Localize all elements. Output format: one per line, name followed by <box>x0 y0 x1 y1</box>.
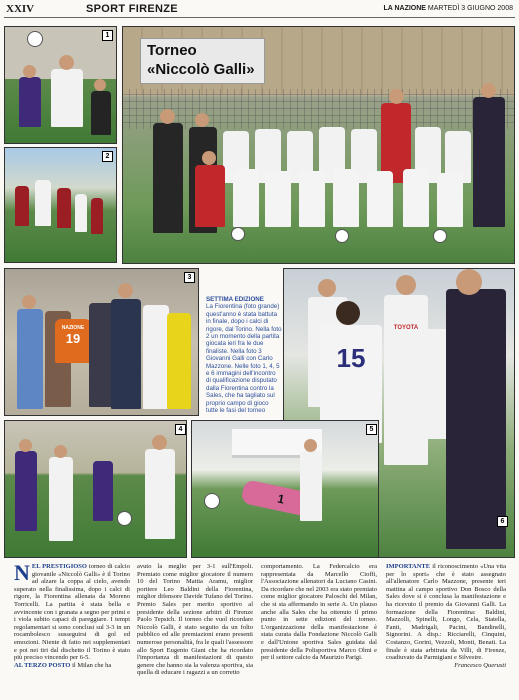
photo-5-ball <box>204 493 220 509</box>
photo-main-ball <box>231 227 245 241</box>
page-header <box>4 3 515 18</box>
photo-1-ball <box>27 31 43 47</box>
masthead-date <box>383 5 513 12</box>
article-author: Francesco Querusti <box>454 661 506 669</box>
photo-1-player-purple <box>19 77 41 127</box>
photo-6-number: 6 <box>497 516 508 527</box>
gift-shirt-text: NAZIONE <box>61 325 85 331</box>
photo-2 <box>4 147 117 263</box>
photo-2-number: 2 <box>102 151 113 162</box>
drop-cap: N <box>14 563 30 585</box>
photo-3-number: 3 <box>184 272 195 283</box>
photo-caption <box>206 296 282 416</box>
issue-date: MARTEDÌ 3 GIUGNO 2008 <box>427 5 513 12</box>
photo-main-ball <box>433 229 447 243</box>
column-4-text: il riconoscimento «Una vita per lo sport» che è stato assegnato all'allenatore Carlo Mazzone, presente ieri mattina al campo sportivo Don Bosco della Sales dove si è conclusa la manifestazione e ha ricevuto il premio da Giovanni Galli. La formazione della Fiorentina: Baldini, Mazzolli, Spinelli, Longo, Cela, Statella, Fanti, Madrigali, Pacini, Bandinelli, Signorini. A disp.: Ricciarelli, Cinquini, Costanzo, Gorini, Vezzoli, Monti, Benati. La finale è stata arbitrata da Villi, di Firenze, coadiuvato da Parmigiani e Silvestre. <box>386 563 506 662</box>
column-1-text: torneo di calcio giovanile «Niccolò Galli» è il Torino ad alzare la coppa al cielo, avendo superato nella finalissima, dopo i calci di rigore, la Fiorentina allenata da Moreno Torricelli. La partita è stata bella e avvincente con i granata a segno per primi e i viola subito capaci di pareggiare. I tempi regolamentari si sono conclusi sul 3-3 in un rocambolesco susseguirsi di gol ed emozioni. Niente di fatto nei supplementari e poi nei tiri dal dischetto il Torino è stato più preciso vincendo per 6-5. <box>14 563 130 662</box>
column-1-continued: il Milan che ha <box>72 661 112 669</box>
photo-4-ball <box>117 511 132 526</box>
photo-6-coach <box>446 289 506 549</box>
column-4-lead-in: IMPORTANTE <box>386 563 431 570</box>
photo-4 <box>4 420 187 558</box>
article-column-4 <box>386 563 506 695</box>
lead-in: EL PRESTIGIOSO <box>31 563 87 570</box>
photo-1-number: 1 <box>102 30 113 41</box>
photo-3-gift-shirt <box>55 319 91 363</box>
page-number: XXIV <box>6 3 35 15</box>
sponsor-text: TOYOTA <box>393 325 419 331</box>
title-line-1: Torneo <box>147 42 197 59</box>
caption-label: SETTIMA EDIZIONE <box>206 296 264 303</box>
photo-4-number: 4 <box>175 424 186 435</box>
article-title <box>140 38 265 84</box>
photo-1-player-white <box>51 69 83 127</box>
column-3-text: comportamento. La Federcalcio era rappresentata da Marcello Cioffi, l'Associazione allenatori da Luciano Casini. Da ricordare che nel 2003 era stato premiato come miglior giocatore Paloschi del Milan, che si sta affermando in serie A. Un plauso anche alla Sales che ha ottenuto il primo punto in sette edizioni del torneo. L'organizzazione della manifestazione è stata curata dalla Fondazione Niccolò Galli e dall'Unione sportiva Sales guidata dal presidente della Polisportiva Marco Olmi e per il settore calcio da Maurizio Parigi. <box>261 563 377 662</box>
title-line-2: «Niccolò Galli» <box>147 61 255 78</box>
gift-shirt-number: 19 <box>65 331 81 346</box>
article-column-1 <box>14 563 130 695</box>
photo-1-player-dark <box>91 91 111 135</box>
photo-main-fence <box>123 89 515 129</box>
photo-1 <box>4 26 117 144</box>
article-column-2 <box>137 563 253 695</box>
caption-text: La Fiorentina (foto grande) quest'anno è stata battuta in finale, dopo i calci di rigore, dal Torino. Nella foto 2 un momento della partita giocata ieri fra le due finaliste. Nella foto 3 Giovanni Galli con Carlo Mazzone. Nelle foto 1, 4, 5 e 6 immagini dell'incontro di qualificazione disputato dalla Fiorentina contro la Sales, che ha tagliato sul proprio campo di gioco tutte le fasi del torneo <box>206 303 282 415</box>
jersey-number-15: 15 <box>336 343 366 373</box>
photo-3 <box>4 268 199 416</box>
newspaper-name: LA NAZIONE <box>383 5 426 12</box>
section-title: SPORT FIRENZE <box>86 3 178 15</box>
photo-5 <box>191 420 379 558</box>
article-column-3 <box>261 563 377 695</box>
photo-main-ball <box>335 229 349 243</box>
second-lead-in: AL TERZO POSTO <box>14 661 71 669</box>
column-2-text: avuto la meglio per 3-1 sull'Empoli. Premiato come miglior giocatore il numero 10 del Torino Mattia Aramu, miglior portiere Leo Baldini della Fiorentina, miglior difensore Davide Tufano del Torino. Premio Sales per merito sportivo al presidente della sezione arbitri di Firenze Paolo Tepsich. Il torneo che vuol ricordare Niccolò Galli, è stato seguito da un folto pubblico ed alle premiazioni erano presenti numerose personalità, fra le quali l'assessore allo Sport Eugenio Giani che ha ricordato l'importanza di manifestazioni di questo genere che hanno sia la valenza sportiva, sia quella di educare i ragazzi a un corretto <box>137 563 253 677</box>
photo-5-number: 5 <box>366 424 377 435</box>
jersey-number-1: 1 <box>276 491 286 507</box>
